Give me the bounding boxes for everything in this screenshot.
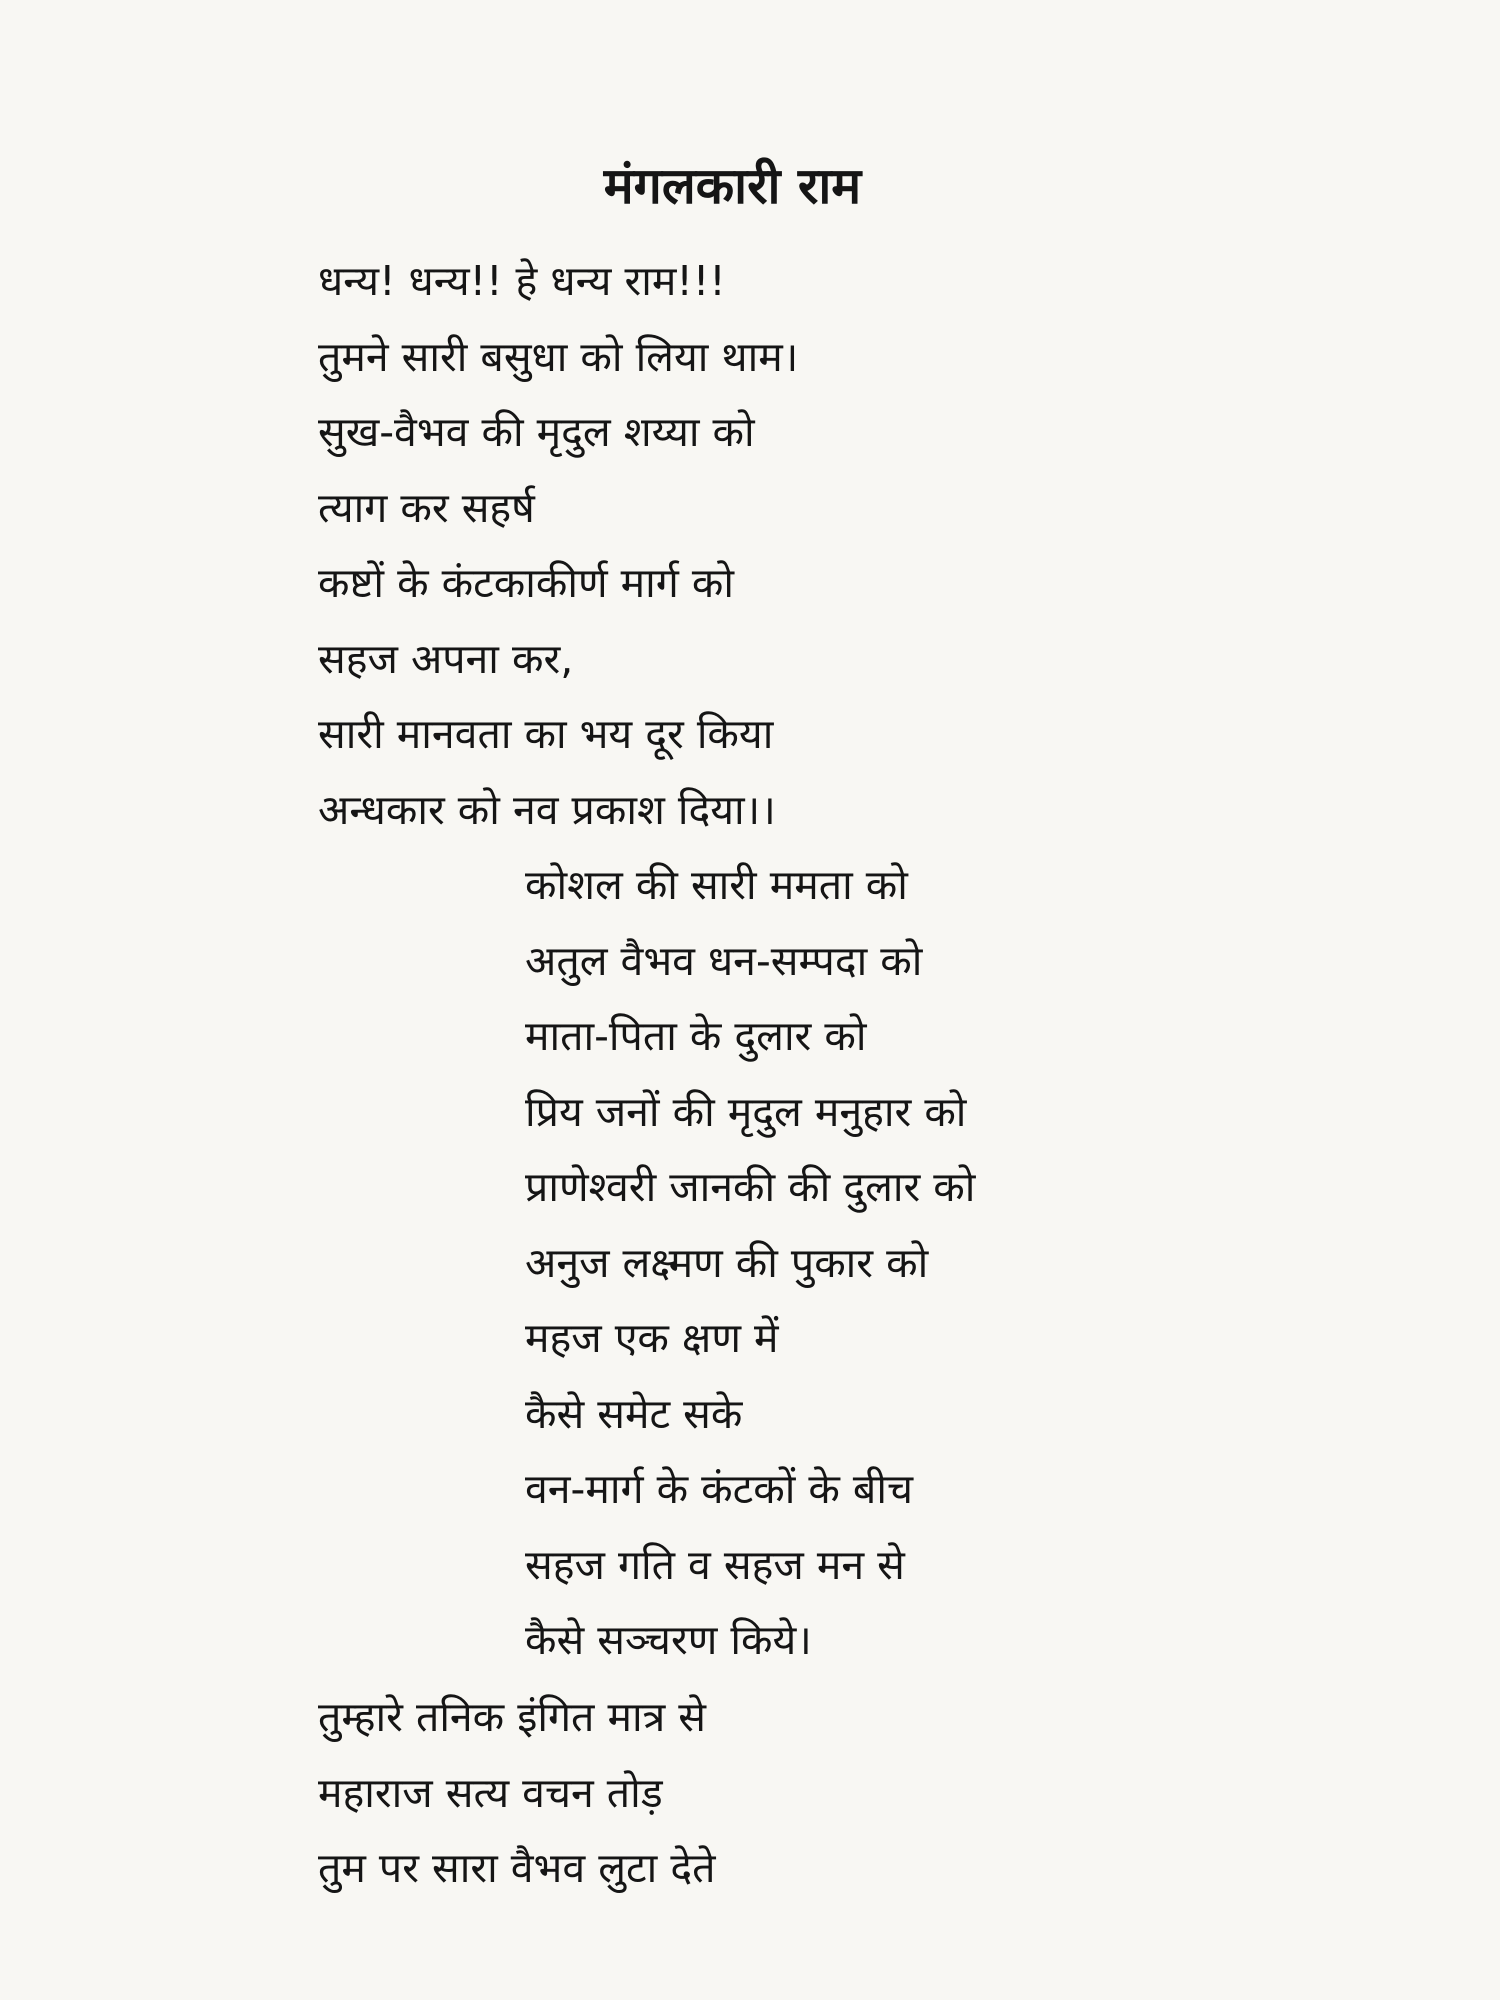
poem-line: महाराज सत्य वचन तोड़ xyxy=(318,1768,663,1817)
poem-line: वन-मार्ग के कंटकों के बीच xyxy=(525,1465,913,1513)
poem-line: महज एक क्षण में xyxy=(525,1314,779,1362)
poem-line: तुम्हारे तनिक इंगित मात्र से xyxy=(318,1693,706,1741)
poem-line: अतुल वैभव धन-सम्पदा को xyxy=(525,936,923,985)
poem-line: माता-पिता के दुलार को xyxy=(525,1012,867,1060)
poem-line: अनुज लक्ष्मण की पुकार को xyxy=(525,1238,929,1287)
poem-line: त्याग कर सहर्ष xyxy=(318,483,535,532)
poem-line: तुमने सारी बसुधा को लिया थाम। xyxy=(318,332,799,381)
poem-line: कष्टों के कंटकाकीर्ण मार्ग को xyxy=(318,559,735,607)
poem-line: अन्धकार को नव प्रकाश दिया।। xyxy=(318,785,776,834)
stanza-3 xyxy=(318,1680,715,1907)
stanza-1 xyxy=(318,244,798,848)
poem-line: कोशल की सारी ममता को xyxy=(525,861,908,909)
poem-title: मंगलकारी राम xyxy=(603,157,862,215)
poem-line: धन्य! धन्य!! हे धन्य राम!!! xyxy=(318,257,726,305)
poem-line: सारी मानवता का भय दूर किया xyxy=(318,710,774,758)
poem-line: कैसे सञ्चरण किये। xyxy=(525,1616,812,1664)
poem-line: सुख-वैभव की मृदुल शय्या को xyxy=(318,408,755,456)
poem-line: तुम पर सारा वैभव लुटा देते xyxy=(318,1844,716,1892)
poem-line: प्रिय जनों की मृदुल मनुहार को xyxy=(525,1087,967,1136)
poem-line: कैसे समेट सके xyxy=(525,1389,743,1438)
stanza-2 xyxy=(525,848,975,1679)
poem-line: सहज अपना कर, xyxy=(318,634,574,683)
poem-line: प्राणेश्वरी जानकी की दुलार को xyxy=(525,1163,976,1211)
poem-line: सहज गति व सहज मन से xyxy=(525,1540,905,1589)
